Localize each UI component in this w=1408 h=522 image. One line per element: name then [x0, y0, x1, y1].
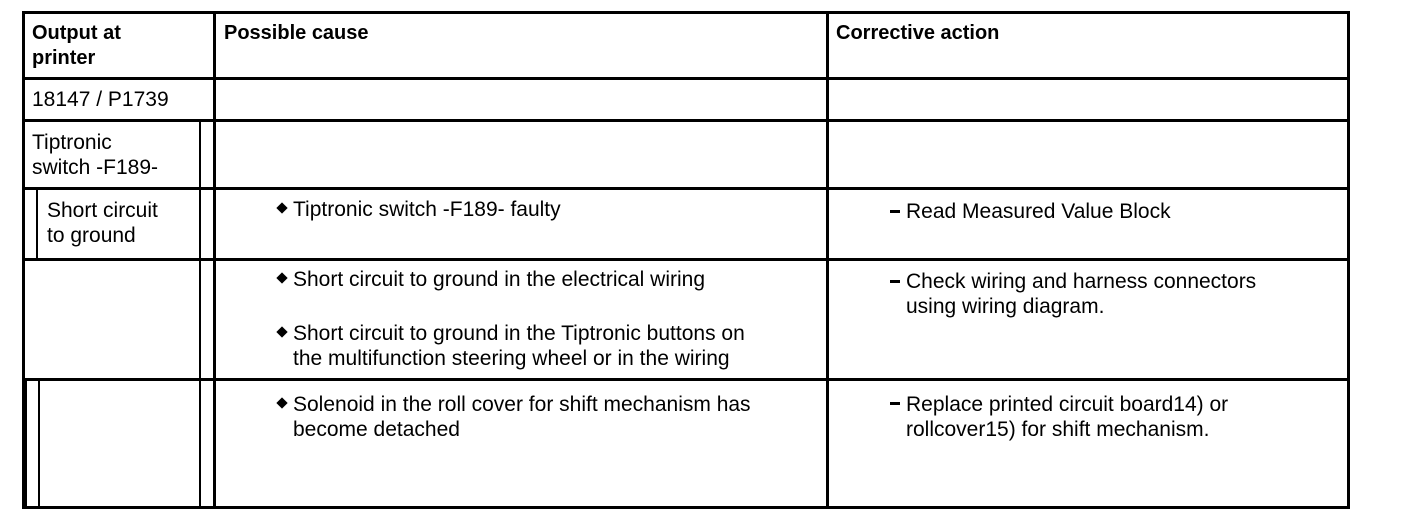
table-border-bottom: [22, 506, 1350, 509]
indent-divider-2a: [25, 381, 27, 509]
row-divider-5: [22, 378, 1350, 381]
action-1: Read Measured Value Block: [906, 200, 1171, 223]
fault-type: Short circuit to ground: [47, 199, 158, 247]
table-border-top: [22, 11, 1350, 14]
action-2: Check wiring and harness connectors using wiring diagram.: [906, 270, 1257, 318]
row-divider-3: [22, 187, 1350, 190]
bullet-icon: [276, 272, 287, 283]
col-divider-inner: [199, 120, 201, 509]
header-corrective-action: Corrective action: [836, 22, 1000, 44]
fault-code: 18147 / P1739: [32, 88, 169, 111]
indent-divider-2b: [38, 381, 40, 509]
cause-4: Solenoid in the roll cover for shift mechanism has become detached: [293, 393, 751, 441]
cause-1: Tiptronic switch -F189- faulty: [293, 198, 561, 221]
row-divider-4: [22, 258, 1350, 261]
header-output-at-printer: Output at printer: [32, 22, 121, 69]
row-divider-1: [22, 77, 1350, 80]
indent-divider-1: [36, 190, 38, 259]
bullet-icon: [276, 326, 287, 337]
row-divider-2: [22, 119, 1350, 122]
dash-icon: [890, 210, 900, 213]
cause-2: Short circuit to ground in the electrical wiring: [293, 268, 706, 291]
action-3: Replace printed circuit board14) or rollcover15) for shift mechanism.: [906, 393, 1229, 441]
component-name: Tiptronic switch -F189-: [32, 131, 159, 179]
dash-icon: [890, 402, 900, 405]
cause-3: Short circuit to ground in the Tiptronic buttons on the multifunction steering wheel or in the wiring: [293, 322, 745, 370]
header-possible-cause: Possible cause: [224, 22, 369, 44]
bullet-icon: [276, 397, 287, 408]
dash-icon: [890, 280, 900, 283]
bullet-icon: [276, 202, 287, 213]
